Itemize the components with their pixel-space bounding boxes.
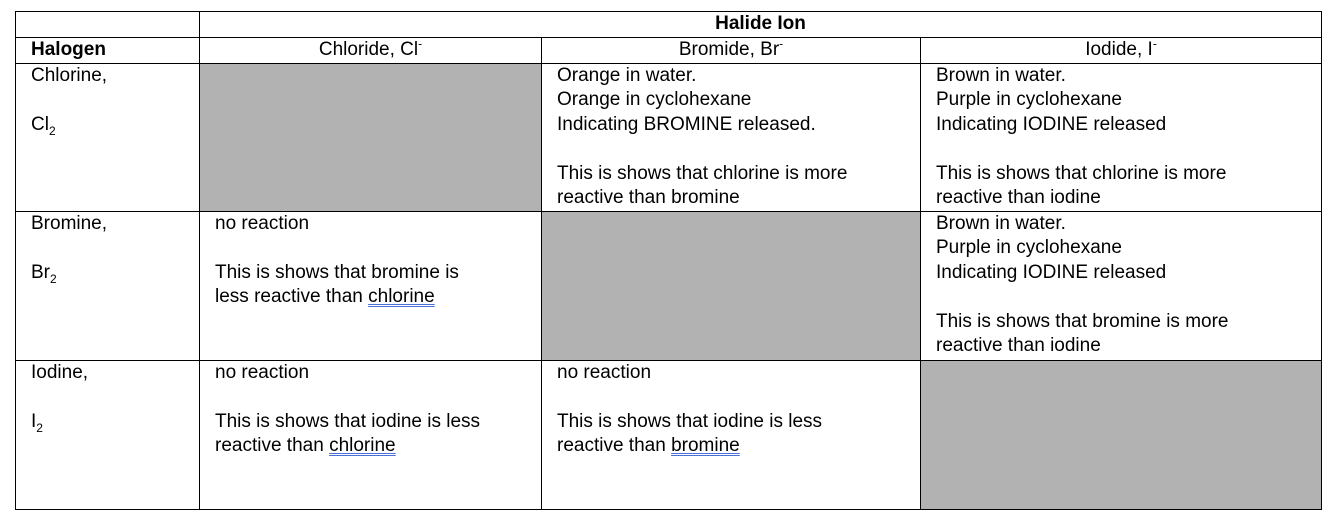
conclusion-line: This is shows that chlorine is more: [936, 162, 1227, 184]
observation-line: Purple in cyclohexane: [936, 89, 1122, 110]
result-cell-bromine-chloride: [200, 211, 542, 360]
observation-line: Brown in water.: [936, 64, 1066, 86]
halogen-cell-iodine: [16, 360, 200, 509]
conclusion-line: reactive than iodine: [936, 187, 1101, 208]
formula-symbol: I: [31, 410, 37, 432]
result-cell-chlorine-iodide: [921, 63, 1322, 211]
result-cell-chlorine-bromide: [542, 63, 921, 211]
spellcheck-flagged-word[interactable]: bromine: [671, 435, 740, 456]
halogen-cell-chlorine: [16, 63, 200, 211]
result-cell-iodine-chloride: [200, 360, 542, 509]
conclusion-line: This is shows that iodine is less: [215, 410, 481, 432]
conclusion-text: reactive than: [215, 435, 330, 456]
spellcheck-flagged-word[interactable]: chlorine: [329, 435, 396, 456]
conclusion-text: reactive than: [557, 435, 672, 456]
halogen-formula: [31, 113, 199, 138]
formula-symbol: Cl: [31, 113, 49, 135]
observation-line: Brown in water.: [936, 212, 1066, 234]
table-row-bromine: [16, 211, 1322, 360]
halogen-formula: [31, 410, 199, 435]
halogen-name: Chlorine,: [31, 64, 108, 86]
shaded-cell-bromine-bromide: [542, 211, 921, 360]
column-header-label: Chloride, Cl: [318, 38, 419, 60]
column-header-bromide: [542, 37, 921, 63]
halide-ion-header: Halide Ion: [200, 12, 1322, 38]
observation-line: Purple in cyclohexane: [936, 237, 1122, 258]
conclusion-line: This is shows that iodine is less: [557, 410, 823, 432]
observation-line: Indicating IODINE released: [936, 113, 1167, 135]
table-row-iodine: [16, 360, 1322, 509]
halogen-name: Iodine,: [31, 361, 89, 383]
conclusion-line: This is shows that chlorine is more: [557, 162, 848, 184]
corner-cell: [16, 12, 200, 38]
conclusion-text: less reactive than: [215, 286, 369, 307]
halogen-displacement-table: [15, 11, 1322, 510]
observation-line: Indicating BROMINE released.: [557, 113, 816, 135]
halogen-formula: [31, 261, 199, 286]
conclusion-line: [215, 285, 541, 310]
observation-line: Orange in water.: [557, 64, 697, 86]
halogen-name: Bromine,: [31, 212, 108, 234]
conclusion-line: This is shows that bromine is more: [936, 310, 1229, 332]
observation-line: Indicating IODINE released: [936, 261, 1167, 283]
shaded-cell-chlorine-chloride: [200, 63, 542, 211]
table-row-chlorine: [16, 63, 1322, 211]
conclusion-line: [215, 434, 541, 459]
charge-superscript: -: [779, 37, 784, 51]
group-header-row: [16, 12, 1322, 38]
observation-line: no reaction: [215, 212, 310, 234]
conclusion-line: reactive than iodine: [936, 335, 1101, 356]
observation-line: no reaction: [215, 361, 310, 383]
column-header-iodide: [921, 37, 1322, 63]
column-header-label: Iodide, I: [1085, 38, 1153, 60]
result-cell-iodine-bromide: [542, 360, 921, 509]
conclusion-line: This is shows that bromine is: [215, 261, 459, 283]
halogen-header: Halogen: [16, 37, 200, 63]
formula-subscript: 2: [50, 271, 57, 286]
column-header-chloride: [200, 37, 542, 63]
conclusion-line: [557, 434, 920, 459]
column-header-row: [16, 37, 1322, 63]
result-cell-bromine-iodide: [921, 211, 1322, 360]
conclusion-line: reactive than bromine: [557, 187, 740, 208]
column-header-label: Bromide, Br: [678, 38, 780, 60]
formula-symbol: Br: [31, 261, 50, 283]
observation-line: Orange in cyclohexane: [557, 89, 752, 110]
formula-subscript: 2: [48, 123, 56, 138]
formula-subscript: 2: [36, 420, 43, 435]
shaded-cell-iodine-iodide: [921, 360, 1322, 509]
observation-line: no reaction: [557, 361, 652, 383]
charge-superscript: -: [418, 37, 423, 51]
charge-superscript: -: [1152, 37, 1157, 51]
spellcheck-flagged-word[interactable]: chlorine: [368, 286, 435, 307]
halogen-cell-bromine: [16, 211, 200, 360]
